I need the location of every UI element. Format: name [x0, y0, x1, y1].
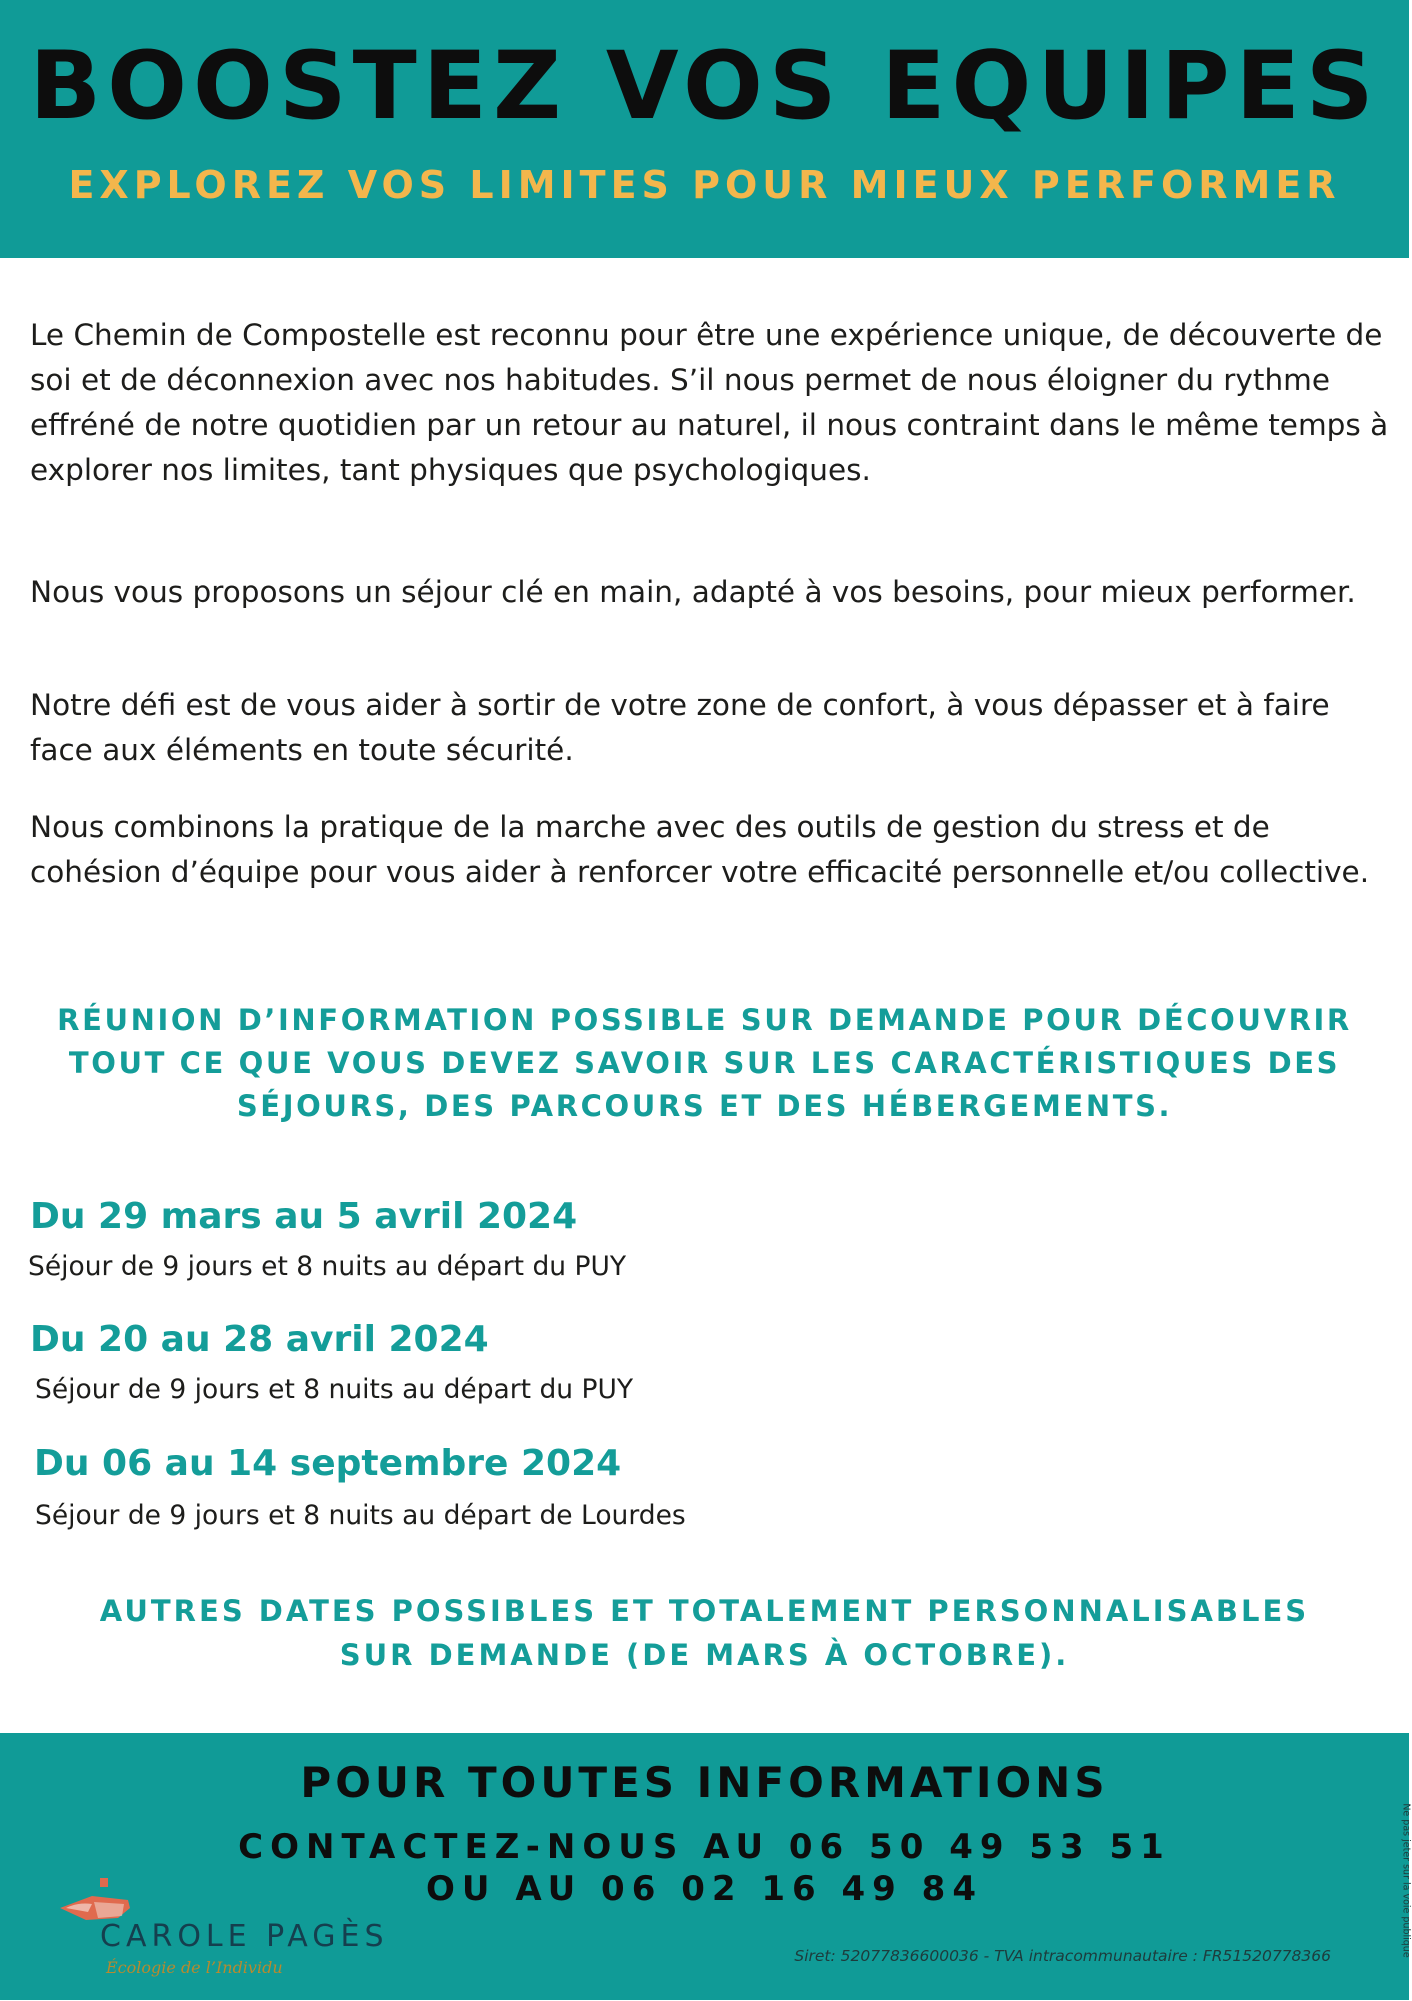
footer-title: POUR TOUTES INFORMATIONS	[300, 1758, 1109, 1807]
info-meeting-line-2: TOUT CE QUE VOUS DEVEZ SAVOIR SUR LES CARACTÉRISTIQUES DES	[68, 1046, 1341, 1080]
session-details: Séjour de 9 jours et 8 nuits au départ de Lourdes	[35, 1500, 686, 1531]
contact-phone-2: OU AU 06 02 16 49 84	[426, 1869, 983, 1909]
session-dates: Du 06 au 14 septembre 2024	[34, 1443, 622, 1484]
page-subtitle: EXPLOREZ VOS LIMITES POUR MIEUX PERFORMER	[68, 163, 1341, 207]
logo-name: CAROLE PAGÈS	[100, 1919, 389, 1954]
info-meeting-line-3: SÉJOURS, DES PARCOURS ET DES HÉBERGEMENTS.	[236, 1089, 1173, 1123]
paragraph-challenge: Notre défi est de vous aider à sortir de votre zone de confort, à vous dépasser et à faire face aux éléments en toute sécurité.	[30, 688, 1330, 767]
session-dates: Du 29 mars au 5 avril 2024	[30, 1196, 578, 1237]
session-details: Séjour de 9 jours et 8 nuits au départ du PUY	[28, 1251, 627, 1282]
paragraph-offer: Nous vous proposons un séjour clé en main, adapté à vos besoins, pour mieux performer.	[30, 575, 1356, 609]
other-dates-line-1: AUTRES DATES POSSIBLES ET TOTALEMENT PERSONNALISABLES	[99, 1594, 1310, 1628]
other-dates-line-2: SUR DEMANDE (DE MARS À OCTOBRE).	[339, 1638, 1070, 1672]
contact-phone-1: CONTACTEZ-NOUS AU 06 50 49 53 51	[238, 1827, 1171, 1867]
logo-tagline: Écologie de l’Individu	[106, 1958, 283, 1977]
session-dates: Du 20 au 28 avril 2024	[30, 1319, 489, 1360]
siret-info: Siret: 52077836600036 - TVA intracommunautaire : FR51520778366	[794, 1947, 1331, 1965]
carole-pages-logo	[58, 1878, 438, 1988]
paragraph-intro: Le Chemin de Compostelle est reconnu pour être une expérience unique, de découverte de soi et de déconnexion avec nos habitudes. S’il nous permet de nous éloigner du rythme effréné de notre quotidien par un retour au naturel, il nous contraint dans le même temps à explorer nos limites, tant physiques que psychologiques.	[30, 318, 1389, 487]
vertical-legal-note: Ne pas jeter sur la voie publique	[1400, 1803, 1412, 1958]
paragraph-method: Nous combinons la pratique de la marche avec des outils de gestion du stress et de cohésion d’équipe pour vous aider à renforcer votre efficacité personnelle et/ou collective.	[30, 810, 1370, 889]
session-details: Séjour de 9 jours et 8 nuits au départ du PUY	[35, 1374, 634, 1405]
info-meeting-line-1: RÉUNION D’INFORMATION POSSIBLE SUR DEMANDE POUR DÉCOUVRIR	[57, 1003, 1352, 1037]
page-title: BOOSTEZ VOS EQUIPES	[29, 32, 1380, 141]
